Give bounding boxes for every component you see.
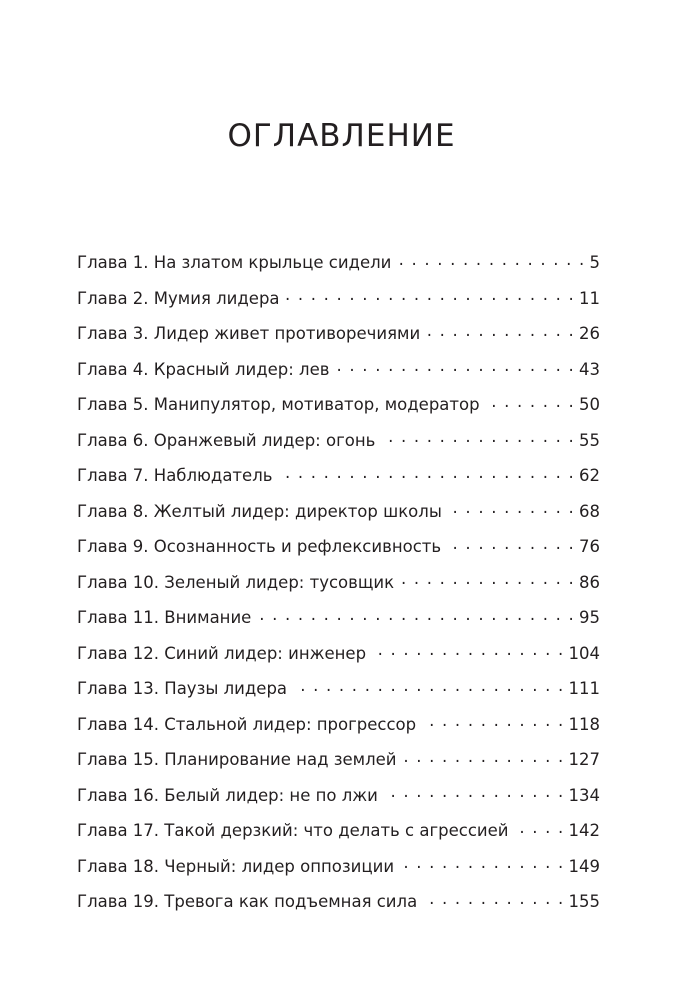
toc-entry-page: 155 <box>568 892 600 911</box>
toc-entry-page: 134 <box>568 785 600 805</box>
toc-entry-label: Глава 12. Синий лидер: инженер <box>77 643 367 663</box>
toc-entry-page: 95 <box>579 608 600 627</box>
dot-leader <box>335 358 575 375</box>
dot-leader <box>403 749 565 766</box>
toc-entry-label: Глава 5. Манипулятор, мотиватор, модератор <box>77 395 480 414</box>
toc-entry-label: Глава 1. На златом крыльце сидели <box>77 253 392 272</box>
toc-entry-page: 104 <box>568 643 600 663</box>
toc-entry <box>77 494 600 530</box>
toc-entry-page: 118 <box>568 714 600 734</box>
toc-entry-label: Глава 19. Тревога как подъемная сила <box>77 892 418 911</box>
toc-entry-label: Глава 10. Зеленый лидер: тусовщик <box>77 572 395 592</box>
toc-entry-page: 76 <box>579 537 600 556</box>
dot-leader <box>286 287 575 304</box>
toc-entry-label: Глава 15. Планирование над землей <box>77 750 397 769</box>
dot-leader <box>426 323 575 340</box>
dot-leader <box>257 607 575 624</box>
toc-entry <box>77 245 600 281</box>
toc-entry-page: 142 <box>568 821 600 840</box>
toc-entry <box>77 884 600 920</box>
toc-entry <box>77 671 600 707</box>
toc-entry <box>77 813 600 849</box>
dot-leader <box>384 784 565 801</box>
toc-entry-page: 26 <box>579 324 600 343</box>
toc-entry-label: Глава 16. Белый лидер: не по лжи <box>77 785 378 805</box>
dot-leader <box>400 855 564 872</box>
table-of-contents <box>77 245 600 920</box>
toc-entry-page: 62 <box>579 466 600 485</box>
dot-leader <box>397 252 585 269</box>
toc-entry <box>77 778 600 814</box>
toc-entry <box>77 387 600 423</box>
dot-leader <box>448 500 575 517</box>
dot-leader <box>447 536 575 553</box>
toc-entry <box>77 600 600 636</box>
toc-entry-label: Глава 6. Оранжевый лидер: огонь <box>77 430 376 450</box>
dot-leader <box>422 713 564 730</box>
toc-entry-label: Глава 2. Мумия лидера <box>77 288 280 308</box>
dot-leader <box>372 642 564 659</box>
page-title: ОГЛАВЛЕНИЕ <box>227 118 456 154</box>
dot-leader <box>515 820 565 837</box>
toc-entry-page: 111 <box>568 679 600 698</box>
toc-entry-page: 68 <box>579 501 600 521</box>
toc-entry <box>77 565 600 601</box>
toc-entry <box>77 636 600 672</box>
toc-entry <box>77 316 600 352</box>
toc-entry-page: 86 <box>579 572 600 592</box>
toc-entry-label: Глава 18. Черный: лидер оппозиции <box>77 856 395 876</box>
toc-entry-label: Глава 17. Такой дерзкий: что делать с агрессией <box>77 821 509 840</box>
toc-entry <box>77 849 600 885</box>
dot-leader <box>381 429 575 446</box>
toc-entry-label: Глава 11. Внимание <box>77 608 252 627</box>
toc-entry-page: 11 <box>579 288 600 308</box>
toc-entry <box>77 352 600 388</box>
toc-entry <box>77 707 600 743</box>
toc-entry-page: 127 <box>568 750 600 769</box>
dot-leader <box>486 394 575 411</box>
toc-entry-label: Глава 14. Стальной лидер: прогрессор <box>77 714 417 734</box>
toc-entry-label: Глава 8. Желтый лидер: директор школы <box>77 501 442 521</box>
toc-entry-label: Глава 13. Паузы лидера <box>77 679 288 698</box>
toc-entry <box>77 458 600 494</box>
toc-entry-page: 149 <box>568 856 600 876</box>
dot-leader <box>423 891 564 908</box>
dot-leader <box>278 465 575 482</box>
toc-entry-page: 50 <box>579 395 600 414</box>
dot-leader <box>400 571 575 588</box>
toc-entry-page: 5 <box>589 253 600 272</box>
dot-leader <box>293 678 564 695</box>
toc-entry-page: 55 <box>579 430 600 450</box>
toc-entry <box>77 281 600 317</box>
toc-entry <box>77 423 600 459</box>
toc-entry-label: Глава 9. Осознанность и рефлексивность <box>77 537 442 556</box>
toc-entry-label: Глава 3. Лидер живет противоречиями <box>77 324 421 343</box>
toc-entry <box>77 742 600 778</box>
toc-entry <box>77 529 600 565</box>
toc-entry-label: Глава 4. Красный лидер: лев <box>77 359 330 379</box>
toc-entry-label: Глава 7. Наблюдатель <box>77 466 273 485</box>
toc-entry-page: 43 <box>579 359 600 379</box>
